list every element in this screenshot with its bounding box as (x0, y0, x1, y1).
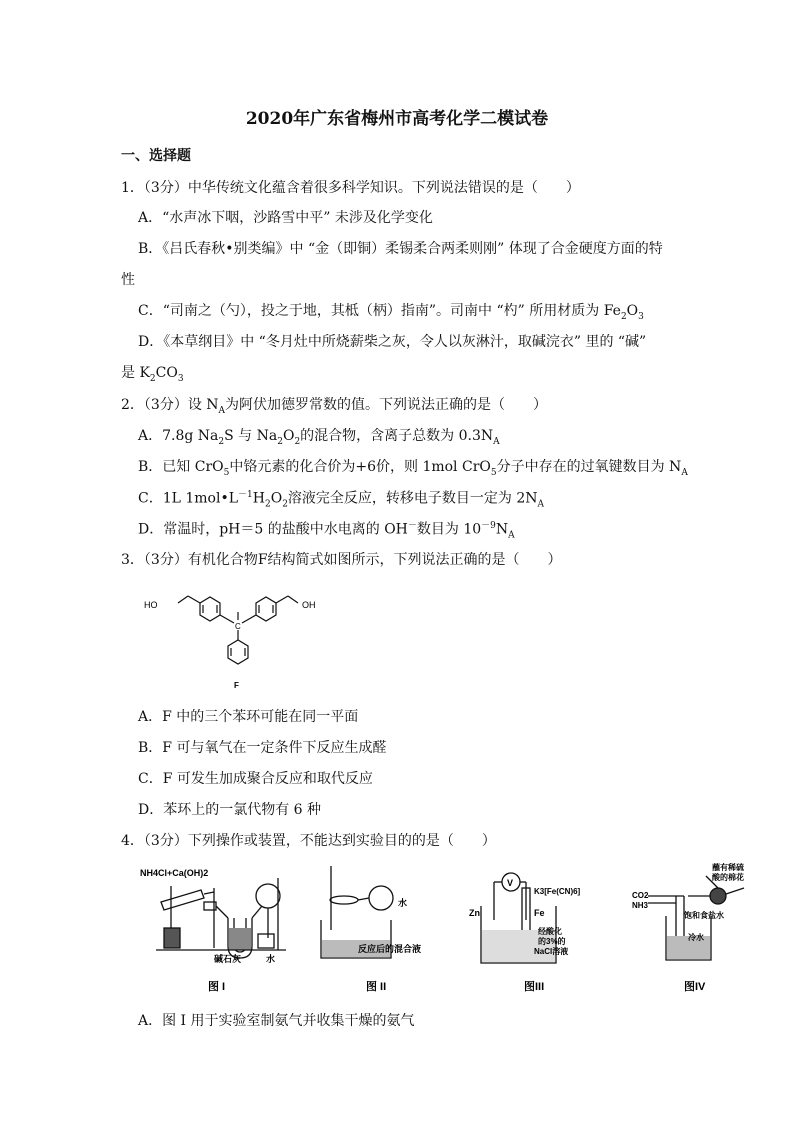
q1-option-a: A．“水声冰下咽，沙路雪中平” 未涉及化学变化 (138, 210, 433, 226)
q3-option-d: D．苯环上的一氯代物有 6 种 (138, 802, 322, 818)
fig-f: F (234, 681, 239, 690)
f3-sol-1: 经酸化 (538, 927, 562, 936)
question-2-stem: 2．（3分）设 $N_A$为阿伏加德罗常数的值。下列说法正确的是（ ） (121, 397, 548, 416)
fig2-caption: 图 II (366, 981, 387, 993)
q4-option-a: A．图 I 用于实验室制氨气并收集干燥的氨气 (138, 1013, 415, 1029)
f3-fe: Fe (534, 908, 545, 918)
q1-option-b-cont: 性 (121, 272, 135, 288)
apparatus-figures (136, 858, 756, 998)
q1-option-b: B．《吕氏春秋•别类编》中 “金（即铜）柔锡柔合两柔则刚” 体现了合金硬度方面的特 (138, 241, 663, 257)
question-1-stem: 1．（3分）中华传统文化蕴含着很多科学知识。下列说法错误的是（ ） (121, 180, 580, 196)
q1-option-c: C．“司南之（勺），投之于地，其柢（柄）指南”。司南中 “杓” 所用材质为 $Fe_2O_3$ (138, 303, 644, 322)
page-title: 2020年广东省梅州市高考化学二模试卷 (245, 109, 549, 129)
f4-cotton-2: 酸的棉花 (712, 873, 744, 882)
f3-sol-2: 的3%的 (538, 937, 566, 946)
q1-option-d-cont: 是 $K_2CO_3$ (121, 365, 184, 384)
section-heading: 一、选择题 (121, 148, 191, 164)
f3-reagent: K3[Fe(CN)6] (534, 887, 581, 896)
q3-option-c: C．F 可发生加成聚合反应和取代反应 (138, 771, 373, 787)
f1-water: 水 (266, 954, 276, 964)
q2-option-d: D．常温时，pH＝5 的盐酸中水电离的 OH－数目为 $10^{-9}N_A$ (138, 521, 515, 541)
question-4-stem: 4．（3分）下列操作或装置，不能达到实验目的的是（ ） (121, 833, 496, 849)
f4-nh3: NH3 (632, 901, 649, 910)
q3-option-a: A．F 中的三个苯环可能在同一平面 (138, 709, 359, 725)
f4-co2: CO2 (632, 891, 649, 900)
fig-oh: OH (302, 600, 316, 610)
fig3-caption: 图III (524, 981, 545, 993)
f3-voltmeter: V (507, 878, 514, 888)
q3-option-b: B．F 可与氧气在一定条件下反应生成醛 (138, 740, 387, 756)
fig4-caption: 图IV (684, 981, 706, 993)
structure-diagram-f (140, 582, 340, 692)
fig-c: C (235, 622, 241, 631)
f4-brine: 饱和食盐水 (684, 911, 724, 920)
q2-option-b: B．已知 CrO$_5$中铬元素的化合价为+6价，则 1mol CrO$_5$分子中存在的过氧键数目为 $N_A$ (138, 459, 688, 478)
question-3-stem: 3．（3分）有机化合物F结构简式如图所示，下列说法正确的是（ ） (121, 552, 562, 568)
f3-zn: Zn (469, 908, 480, 918)
q2-option-c: C．1L $1mol•L^{-1}H_2O_2$溶液完全反应，转移电子数目一定为 $2N_A$ (138, 490, 545, 510)
f4-cotton-1: 蘸有稀硫 (712, 863, 744, 872)
fig-ho: HO (144, 600, 158, 610)
f2-water: 水 (398, 898, 408, 908)
q1-option-d: D．《本草纲目》中 “冬月灶中所烧薪柴之灰，令人以灰淋汁，取碱浣衣” 里的 “碱” (138, 334, 647, 350)
f4-cold-water: 冷水 (688, 933, 704, 942)
f1-label: NH4Cl+Ca(OH)2 (140, 868, 209, 878)
f1-soda-lime: 碱石灰 (214, 954, 242, 964)
f2-mix: 反应后的混合液 (358, 944, 422, 954)
f3-sol-3: NaCl溶液 (534, 947, 569, 956)
fig1-caption: 图 I (208, 981, 226, 993)
q2-option-a: A．7.8g $Na_2S$ 与 $Na_2O_2$的混合物，含离子总数为 $0.3N_A$ (138, 428, 500, 447)
